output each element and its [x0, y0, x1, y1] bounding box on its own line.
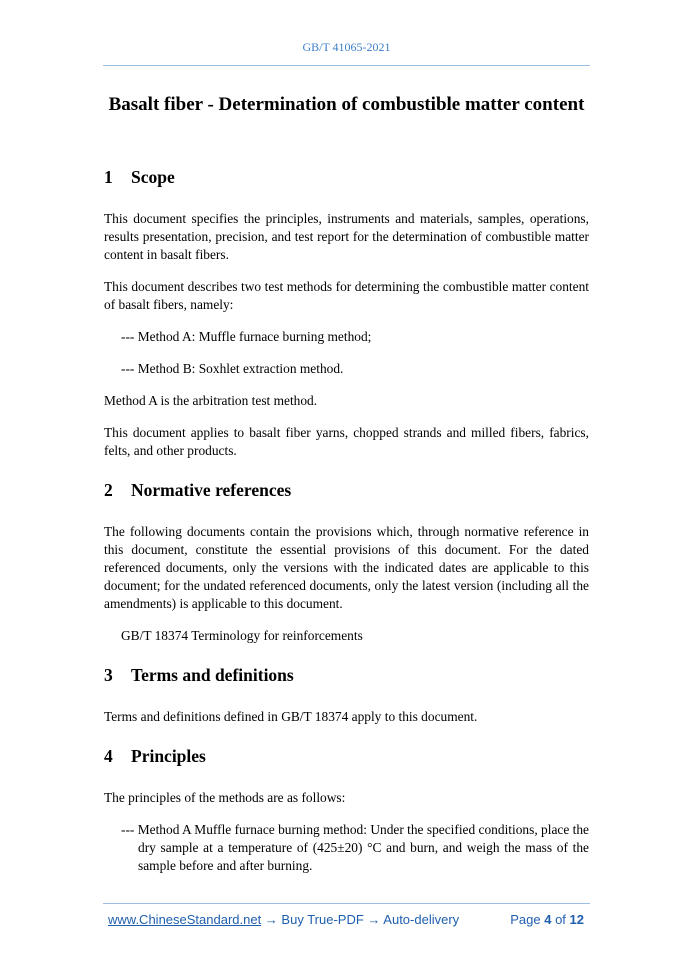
- page-total: 12: [569, 912, 584, 927]
- paragraph: Method A is the arbitration test method.: [104, 393, 318, 408]
- section-title: Terms and definitions: [131, 665, 294, 685]
- section-number: 1: [104, 167, 113, 187]
- section-heading-principles: [104, 742, 589, 770]
- section-heading-scope: [104, 163, 589, 191]
- footer-promo-text: → Buy True-PDF → Auto-delivery: [261, 912, 460, 927]
- section-heading-normative-references: [104, 476, 589, 504]
- section-title: Principles: [131, 746, 206, 766]
- section-title: Scope: [131, 167, 175, 187]
- section-title: Normative references: [131, 480, 292, 500]
- section-number: 2: [104, 480, 113, 500]
- list-item: --- Method A Muffle furnace burning method: Under the specified conditions, place the dry sample at a temperature of (425±20) °C and burn, and weigh the mass of the sample before and after burning.: [121, 822, 589, 873]
- page-label: Page: [510, 912, 541, 927]
- paragraph: This document describes two test methods for determining the combustible matter content of basalt fibers, namely:: [104, 279, 589, 312]
- paragraph: This document specifies the principles, instruments and materials, samples, operations, results presentation, precision, and test report for the determination of combustible matter content in basalt fibers.: [104, 211, 589, 262]
- list-item: --- Method A: Muffle furnace burning method;: [121, 329, 372, 344]
- header-divider: [103, 65, 590, 66]
- paragraph: This document applies to basalt fiber yarns, chopped strands and milled fibers, fabrics, felts, and other products.: [104, 425, 589, 458]
- section-number: 4: [104, 746, 113, 766]
- header-standard-code: GB/T 41065-2021: [302, 40, 391, 54]
- page-footer: [108, 912, 588, 927]
- section-number: 3: [104, 665, 113, 685]
- page-indicator: [510, 912, 584, 927]
- normative-reference-entry: GB/T 18374 Terminology for reinforcements: [121, 628, 363, 643]
- section-heading-terms-and-definitions: [104, 661, 589, 689]
- document-title: Basalt fiber - Determination of combustible matter content: [108, 94, 585, 115]
- document-body: [104, 163, 589, 875]
- paragraph: The following documents contain the provisions which, through normative reference in this document, constitute the essential provisions of this document. For the dated referenced documents, only the versions with the indicated dates are applicable to this document; for the undated referenced documents, only the latest version (including all the amendments) is applicable to this document.: [104, 524, 589, 611]
- list-item: --- Method B: Soxhlet extraction method.: [121, 361, 344, 376]
- paragraph: Terms and definitions defined in GB/T 18374 apply to this document.: [104, 709, 478, 724]
- footer-divider: [103, 903, 590, 904]
- paragraph: The principles of the methods are as follows:: [104, 790, 346, 805]
- page-of-label: of: [555, 912, 566, 927]
- website-link[interactable]: www.ChineseStandard.net: [108, 912, 262, 927]
- page-current: 4: [544, 912, 552, 927]
